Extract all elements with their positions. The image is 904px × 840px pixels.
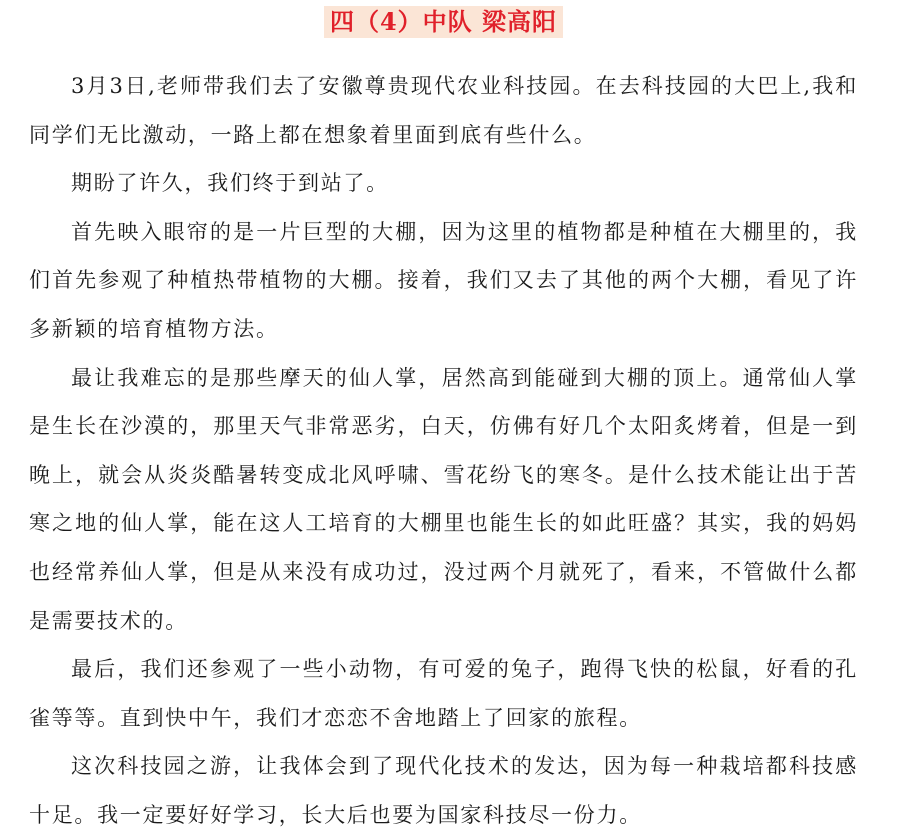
paragraph-4: 最让我难忘的是那些摩天的仙人掌，居然高到能碰到大棚的顶上。通常仙人掌是生长在沙漠的，那里天气非常恶劣，白天，仿佛有好几个太阳炙烤着，但是一到晚上，就会从炎炎酷暑转变成北风呼啸、雪花纷飞的寒冬。是什么技术能让出于苦寒之地的仙人掌，能在这人工培育的大棚里也能生长的如此旺盛？其实，我的妈妈也经常养仙人掌，但是从来没有成功过，没过两个月就死了，看来，不管做什么都是需要技术的。	[29, 365, 858, 633]
essay-body	[29, 62, 858, 840]
paragraph-2: 期盼了许久，我们终于到站了。	[71, 171, 389, 196]
paragraph-3: 首先映入眼帘的是一片巨型的大棚，因为这里的植物都是种植在大棚里的，我们首先参观了种植热带植物的大棚。接着，我们又去了其他的两个大棚，看见了许多新颖的培育植物方法。	[29, 219, 858, 341]
document-title: 四（4）中队 梁高阳	[324, 6, 563, 38]
paragraph-5: 最后，我们还参观了一些小动物，有可爱的兔子，跑得飞快的松鼠，好看的孔雀等等。直到快中午，我们才恋恋不舍地踏上了回家的旅程。	[29, 657, 858, 730]
paragraph-1: 3月3日,老师带我们去了安徽尊贵现代农业科技园。在去科技园的大巴上,我和同学们无比激动，一路上都在想象着里面到底有些什么。	[29, 74, 858, 147]
title-bar	[29, 6, 858, 42]
paragraph-6: 这次科技园之游，让我体会到了现代化技术的发达，因为每一种栽培都科技感十足。我一定要好好学习，长大后也要为国家科技尽一份力。	[29, 754, 858, 827]
